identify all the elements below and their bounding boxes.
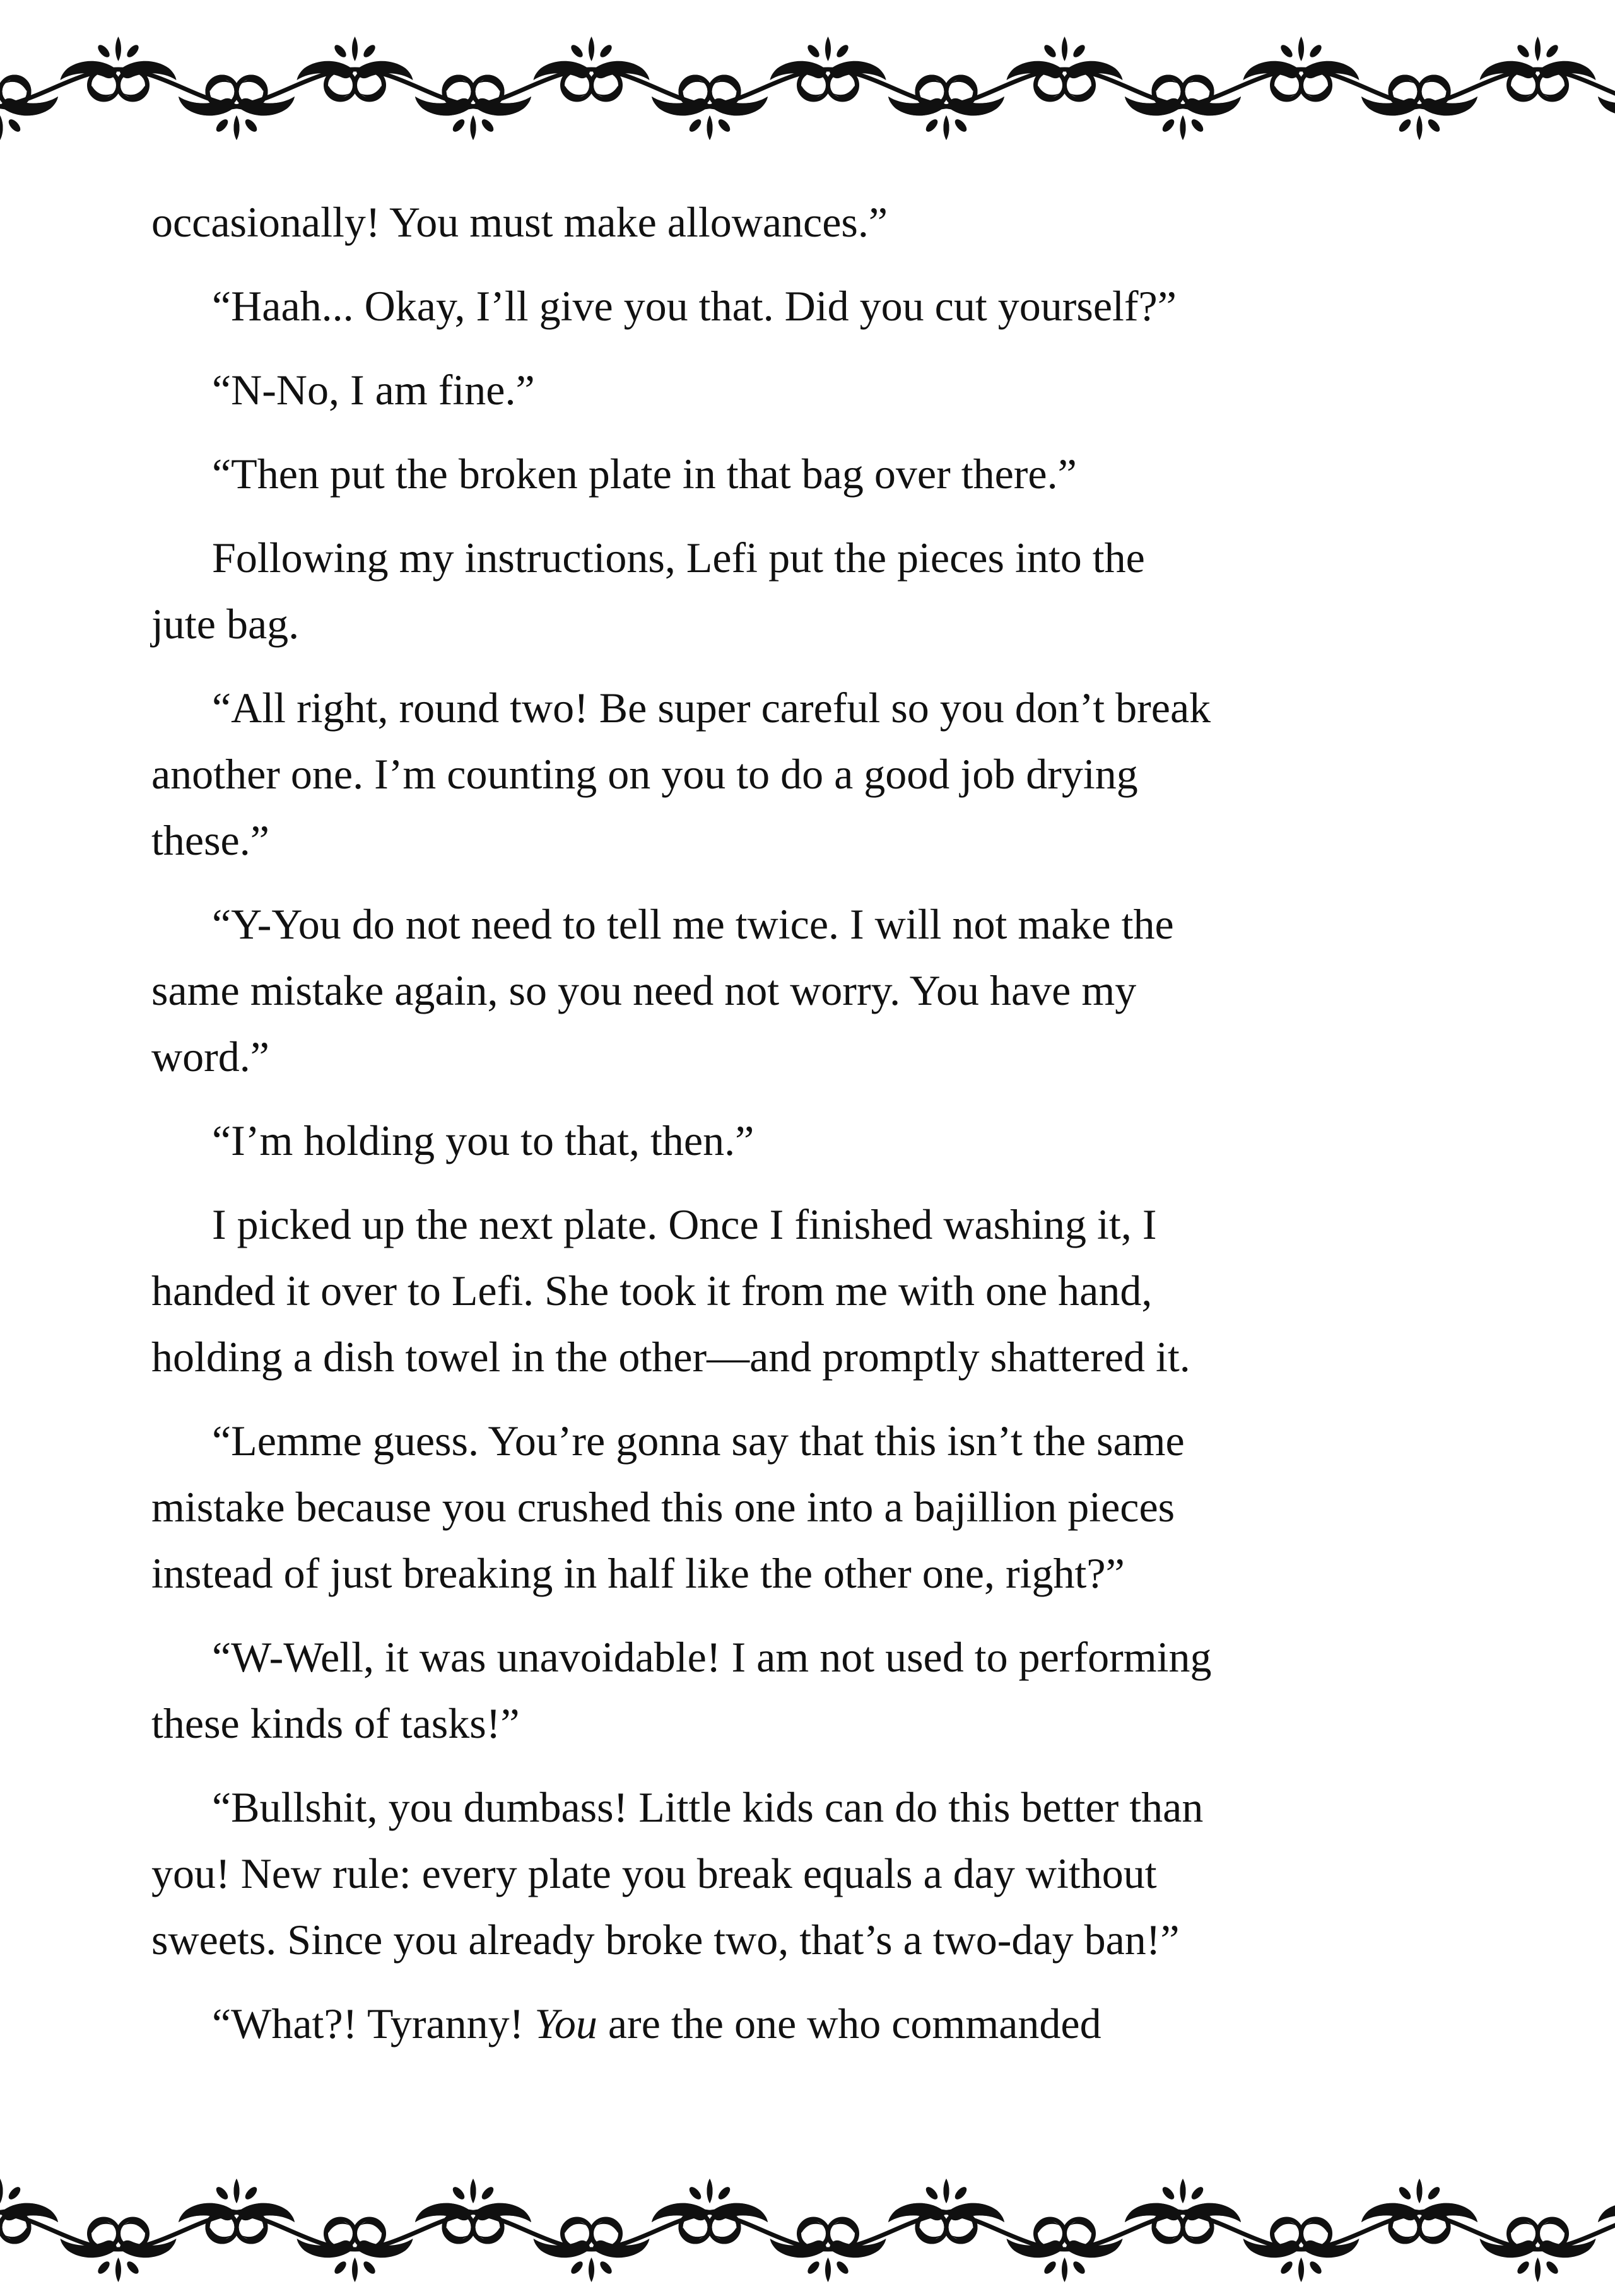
- text-line: [151, 441, 1508, 507]
- paragraph: [151, 189, 1508, 255]
- text-line: [151, 807, 1508, 874]
- text-segment: “Y-You do not need to tell me twice. I will not make the: [212, 900, 1174, 948]
- text-segment: these.”: [151, 816, 269, 864]
- text-line: [151, 1324, 1508, 1390]
- text-line: [151, 1540, 1508, 1607]
- text-line: [151, 357, 1508, 423]
- paragraph: [151, 273, 1508, 339]
- paragraph: [151, 525, 1508, 657]
- paragraph: [151, 891, 1508, 1090]
- paragraph: [151, 1108, 1508, 1174]
- text-line: [151, 1024, 1508, 1090]
- text-segment: “All right, round two! Be super careful so you don’t break: [212, 684, 1211, 732]
- text-line: [151, 1907, 1508, 1973]
- text-line: [151, 525, 1508, 591]
- text-segment: I picked up the next plate. Once I finished washing it, I: [212, 1200, 1157, 1248]
- page-text: [151, 189, 1508, 2075]
- text-segment: “W-Well, it was unavoidable! I am not used to performing: [212, 1633, 1212, 1681]
- text-line: [151, 1774, 1508, 1841]
- text-line: [151, 1408, 1508, 1474]
- text-line: [151, 1690, 1508, 1757]
- text-line: [151, 741, 1508, 807]
- paragraph: [151, 1991, 1508, 2057]
- text-segment: “Bullshit, you dumbass! Little kids can do this better than: [212, 1783, 1204, 1831]
- text-segment: you! New rule: every plate you break equals a day without: [151, 1849, 1157, 1897]
- text-segment: same mistake again, so you need not worry. You have my: [151, 966, 1137, 1014]
- text-line: [151, 891, 1508, 958]
- text-segment: holding a dish towel in the other—and promptly shattered it.: [151, 1333, 1190, 1381]
- text-line: [151, 958, 1508, 1024]
- text-segment: instead of just breaking in half like the other one, right?”: [151, 1549, 1125, 1597]
- paragraph: [151, 441, 1508, 507]
- text-line: [151, 1108, 1508, 1174]
- text-segment: “Lemme guess. You’re gonna say that this isn’t the same: [212, 1417, 1185, 1465]
- text-line: [151, 189, 1508, 255]
- text-line: [151, 273, 1508, 339]
- text-segment: are the one who commanded: [597, 2000, 1101, 2047]
- text-segment: “N-No, I am fine.”: [212, 366, 535, 414]
- paragraph: [151, 1774, 1508, 1973]
- text-segment: “I’m holding you to that, then.”: [212, 1116, 755, 1164]
- text-segment: mistake because you crushed this one into a bajillion pieces: [151, 1483, 1175, 1531]
- text-segment: sweets. Since you already broke two, that’s a two-day ban!”: [151, 1916, 1180, 1964]
- text-segment: these kinds of tasks!”: [151, 1699, 520, 1747]
- paragraph: [151, 1408, 1508, 1607]
- text-line: [151, 1624, 1508, 1690]
- paragraph: [151, 357, 1508, 423]
- text-segment: “Haah... Okay, I’ll give you that. Did you cut yourself?”: [212, 282, 1177, 330]
- text-line: [151, 1192, 1508, 1258]
- text-segment: “Then put the broken plate in that bag over there.”: [212, 450, 1077, 498]
- text-segment: occasionally! You must make allowances.”: [151, 198, 888, 246]
- text-segment: jute bag.: [151, 600, 300, 648]
- text-segment: word.”: [151, 1033, 269, 1081]
- text-segment: handed it over to Lefi. She took it from me with one hand,: [151, 1267, 1153, 1315]
- floral-vine-divider-top-icon: [0, 37, 1615, 144]
- text-line: [151, 1474, 1508, 1540]
- text-line: [151, 591, 1508, 657]
- text-line: [151, 1991, 1508, 2057]
- paragraph: [151, 1192, 1508, 1390]
- text-segment: “What?! Tyranny!: [212, 2000, 535, 2047]
- paragraph: [151, 675, 1508, 874]
- paragraph: [151, 1624, 1508, 1757]
- text-segment: Following my instructions, Lefi put the pieces into the: [212, 534, 1145, 582]
- floral-vine-divider-bottom-icon: [0, 2175, 1615, 2282]
- text-line: [151, 1841, 1508, 1907]
- text-segment: another one. I’m counting on you to do a good job drying: [151, 750, 1138, 798]
- text-line: [151, 675, 1508, 741]
- italic-text: You: [534, 2000, 597, 2047]
- text-line: [151, 1258, 1508, 1324]
